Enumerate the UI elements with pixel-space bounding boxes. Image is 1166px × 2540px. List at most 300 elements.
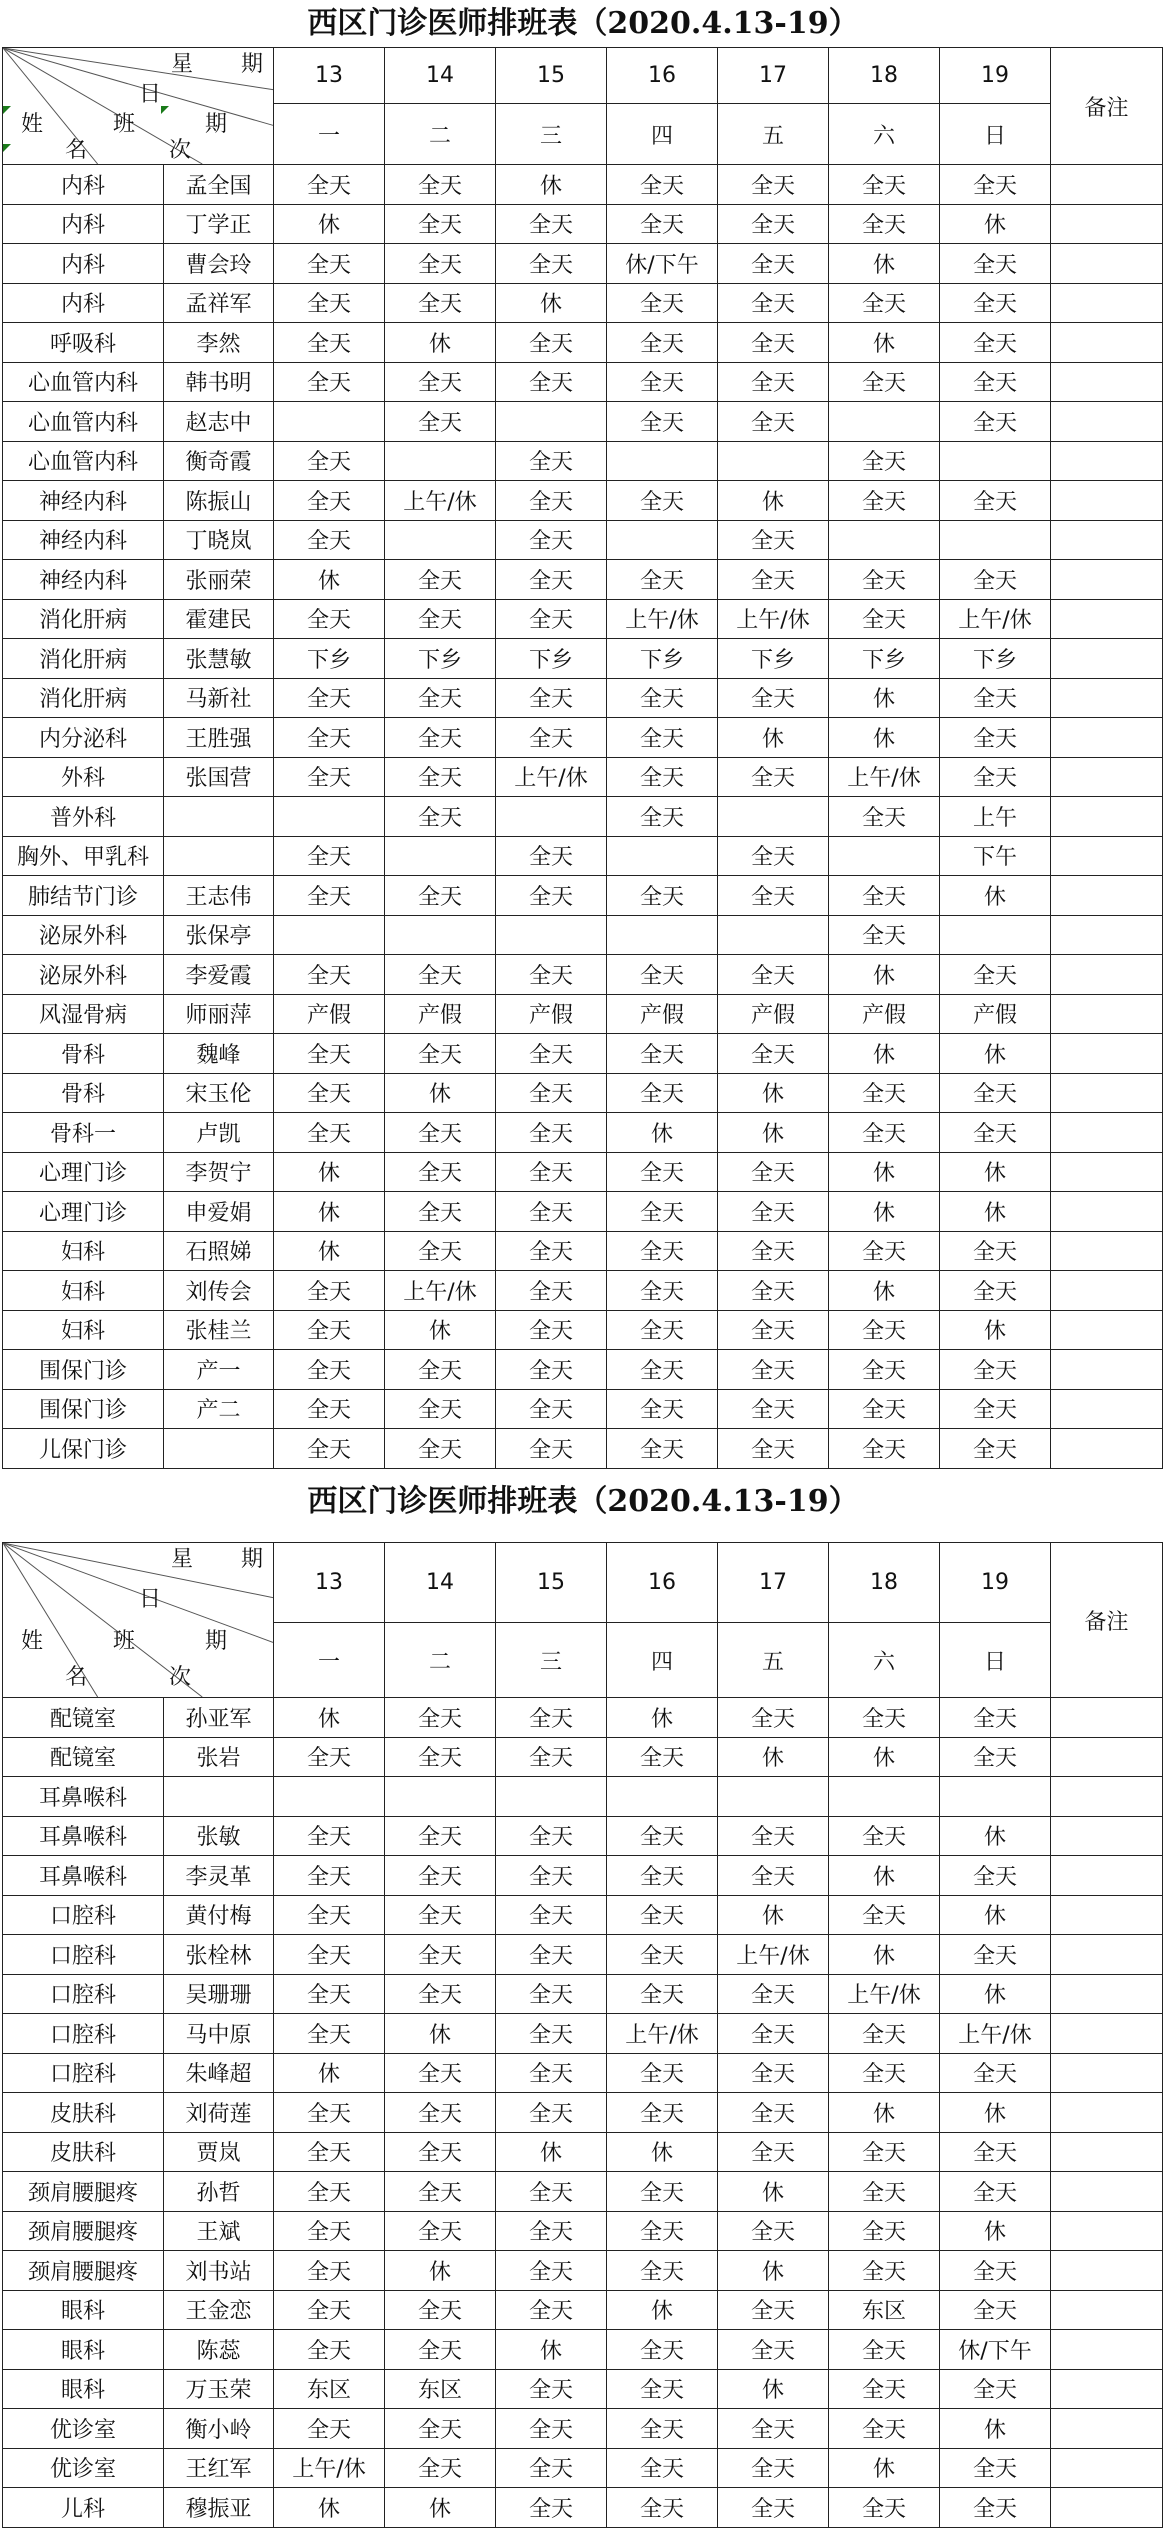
shift-cell: 全天 — [607, 2369, 718, 2409]
notes-cell — [1051, 481, 1163, 521]
shift-cell: 全天 — [718, 1310, 829, 1350]
table-row — [3, 204, 1163, 244]
corner-label-given: 名 — [65, 138, 88, 163]
notes-cell — [1051, 1192, 1163, 1232]
dept-cell: 肺结节门诊 — [3, 876, 164, 916]
notes-cell — [1051, 1895, 1163, 1935]
shift-cell: 全天 — [829, 915, 940, 955]
shift-cell: 全天 — [496, 1034, 607, 1074]
table-row — [3, 244, 1163, 284]
shift-cell: 休 — [829, 1271, 940, 1311]
shift-cell: 全天 — [385, 797, 496, 837]
dept-cell: 优诊室 — [3, 2409, 164, 2449]
shift-cell: 全天 — [274, 1350, 385, 1390]
shift-cell: 全天 — [718, 1350, 829, 1390]
shift-cell — [829, 402, 940, 442]
dept-cell: 胸外、甲乳科 — [3, 836, 164, 876]
shift-cell: 全天 — [274, 2330, 385, 2370]
doctor-name-cell: 张慧敏 — [164, 639, 274, 679]
shift-cell: 全天 — [829, 441, 940, 481]
date-cell: 19 — [940, 48, 1051, 104]
doctor-name-cell: 卢凯 — [164, 1113, 274, 1153]
shift-cell: 东区 — [274, 2369, 385, 2409]
shift-cell: 全天 — [607, 2093, 718, 2133]
shift-cell: 休 — [718, 1895, 829, 1935]
shift-cell: 全天 — [607, 1034, 718, 1074]
dept-cell: 妇科 — [3, 1231, 164, 1271]
shift-cell: 全天 — [718, 1974, 829, 2014]
shift-cell — [385, 836, 496, 876]
shift-cell: 全天 — [496, 1350, 607, 1390]
dept-cell: 心理门诊 — [3, 1192, 164, 1232]
shift-cell: 下乡 — [496, 639, 607, 679]
shift-cell: 全天 — [274, 1737, 385, 1777]
shift-cell: 全天 — [607, 1895, 718, 1935]
notes-cell — [1051, 1856, 1163, 1896]
shift-cell: 下午 — [940, 836, 1051, 876]
doctor-name-cell: 李贺宁 — [164, 1152, 274, 1192]
table-row — [3, 678, 1163, 718]
table-row — [3, 2093, 1163, 2133]
dept-cell: 耳鼻喉科 — [3, 1777, 164, 1817]
shift-cell: 全天 — [385, 2132, 496, 2172]
dept-cell: 消化肝病 — [3, 678, 164, 718]
shift-cell: 全天 — [496, 718, 607, 758]
shift-cell: 全天 — [829, 1350, 940, 1390]
dept-cell: 消化肝病 — [3, 599, 164, 639]
shift-cell: 全天 — [496, 2251, 607, 2291]
shift-cell: 全天 — [607, 955, 718, 995]
date-cell: 15 — [496, 48, 607, 104]
shift-cell: 休/下午 — [940, 2330, 1051, 2370]
shift-cell: 全天 — [274, 323, 385, 363]
shift-cell: 全天 — [274, 757, 385, 797]
corner-label-period: 期 — [205, 1629, 228, 1654]
shift-cell: 全天 — [385, 757, 496, 797]
shift-cell — [274, 1777, 385, 1817]
shift-cell: 全天 — [718, 1698, 829, 1738]
dept-cell: 颈肩腰腿疼 — [3, 2251, 164, 2291]
shift-cell: 全天 — [829, 1231, 940, 1271]
shift-cell: 全天 — [496, 1895, 607, 1935]
notes-cell — [1051, 2211, 1163, 2251]
shift-cell — [940, 915, 1051, 955]
shift-cell: 全天 — [718, 2093, 829, 2133]
table-row — [3, 639, 1163, 679]
shift-cell: 全天 — [496, 2211, 607, 2251]
notes-cell — [1051, 718, 1163, 758]
weekday-cell: 五 — [718, 1623, 829, 1698]
doctor-name-cell: 陈振山 — [164, 481, 274, 521]
shift-cell: 下乡 — [385, 639, 496, 679]
weekday-cell: 六 — [829, 104, 940, 165]
table-row — [3, 1816, 1163, 1856]
shift-cell: 休 — [274, 1192, 385, 1232]
shift-cell: 全天 — [718, 836, 829, 876]
shift-cell: 休 — [607, 2132, 718, 2172]
shift-cell: 全天 — [607, 362, 718, 402]
shift-cell: 全天 — [385, 560, 496, 600]
notes-cell — [1051, 1231, 1163, 1271]
shift-cell: 上午/休 — [940, 599, 1051, 639]
doctor-name-cell: 李灵革 — [164, 1856, 274, 1896]
table-row — [3, 1231, 1163, 1271]
shift-cell: 全天 — [940, 2369, 1051, 2409]
shift-cell: 全天 — [940, 955, 1051, 995]
green-marker-icon — [3, 144, 11, 152]
notes-cell — [1051, 1073, 1163, 1113]
doctor-name-cell: 黄付梅 — [164, 1895, 274, 1935]
notes-cell — [1051, 560, 1163, 600]
shift-cell: 全天 — [385, 1113, 496, 1153]
dept-cell: 配镜室 — [3, 1737, 164, 1777]
dept-cell: 神经内科 — [3, 481, 164, 521]
shift-cell: 全天 — [829, 2132, 940, 2172]
shift-cell: 休 — [829, 718, 940, 758]
shift-cell: 全天 — [829, 283, 940, 323]
doctor-name-cell: 衡奇霞 — [164, 441, 274, 481]
shift-cell: 休 — [940, 1974, 1051, 2014]
notes-cell — [1051, 2014, 1163, 2054]
shift-cell: 全天 — [385, 1350, 496, 1390]
notes-cell — [1051, 1113, 1163, 1153]
weekday-cell: 五 — [718, 104, 829, 165]
shift-cell — [829, 836, 940, 876]
notes-cell — [1051, 244, 1163, 284]
shift-cell: 全天 — [829, 2409, 940, 2449]
shift-cell: 全天 — [385, 1895, 496, 1935]
table-row — [3, 2251, 1163, 2291]
notes-cell — [1051, 402, 1163, 442]
shift-cell: 全天 — [385, 244, 496, 284]
table-row — [3, 1856, 1163, 1896]
notes-cell — [1051, 1816, 1163, 1856]
doctor-name-cell: 李然 — [164, 323, 274, 363]
shift-cell: 全天 — [274, 1271, 385, 1311]
shift-cell: 全天 — [496, 1737, 607, 1777]
date-cell: 18 — [829, 48, 940, 104]
table-row — [3, 1429, 1163, 1469]
shift-cell: 休 — [940, 2093, 1051, 2133]
table-row — [3, 2369, 1163, 2409]
doctor-name-cell: 孙亚军 — [164, 1698, 274, 1738]
shift-cell: 全天 — [940, 678, 1051, 718]
shift-cell: 全天 — [274, 1935, 385, 1975]
dept-cell: 口腔科 — [3, 2053, 164, 2093]
doctor-name-cell: 张国营 — [164, 757, 274, 797]
shift-cell: 全天 — [274, 955, 385, 995]
doctor-name-cell: 霍建民 — [164, 599, 274, 639]
shift-cell: 全天 — [385, 2330, 496, 2370]
shift-cell: 全天 — [274, 876, 385, 916]
shift-cell — [274, 797, 385, 837]
doctor-name-cell: 朱峰超 — [164, 2053, 274, 2093]
corner-label-period: 期 — [205, 112, 228, 137]
table-row — [3, 1310, 1163, 1350]
shift-cell: 上午/休 — [385, 481, 496, 521]
shift-cell — [385, 1777, 496, 1817]
header-diagonal-lines — [3, 1543, 273, 1697]
shift-cell: 全天 — [940, 481, 1051, 521]
shift-cell: 休 — [829, 1737, 940, 1777]
shift-cell: 全天 — [274, 362, 385, 402]
shift-cell: 全天 — [274, 1429, 385, 1469]
shift-cell: 全天 — [496, 599, 607, 639]
shift-cell: 全天 — [496, 2053, 607, 2093]
shift-cell: 休 — [829, 1152, 940, 1192]
shift-cell: 下乡 — [829, 639, 940, 679]
shift-cell: 全天 — [607, 1192, 718, 1232]
table-row — [3, 1152, 1163, 1192]
table-row — [3, 560, 1163, 600]
dept-cell: 妇科 — [3, 1310, 164, 1350]
shift-cell: 全天 — [718, 2290, 829, 2330]
doctor-name-cell: 刘荷莲 — [164, 2093, 274, 2133]
notes-cell — [1051, 836, 1163, 876]
doctor-name-cell: 张栓林 — [164, 1935, 274, 1975]
shift-cell: 全天 — [718, 2014, 829, 2054]
table-row — [3, 323, 1163, 363]
shift-cell: 全天 — [496, 362, 607, 402]
shift-cell: 休 — [940, 2211, 1051, 2251]
shift-cell: 全天 — [496, 481, 607, 521]
dept-cell: 心血管内科 — [3, 362, 164, 402]
shift-cell — [274, 915, 385, 955]
shift-cell: 全天 — [385, 718, 496, 758]
notes-cell — [1051, 915, 1163, 955]
shift-cell: 全天 — [274, 2290, 385, 2330]
shift-cell: 全天 — [940, 2172, 1051, 2212]
shift-cell: 上午/休 — [607, 599, 718, 639]
shift-cell: 全天 — [274, 1856, 385, 1896]
dept-cell: 骨科一 — [3, 1113, 164, 1153]
shift-cell: 休 — [274, 560, 385, 600]
corner-label-week: 期 — [241, 52, 264, 77]
shift-cell: 全天 — [829, 1816, 940, 1856]
corner-label-given: 名 — [65, 1665, 88, 1690]
shift-cell: 全天 — [607, 283, 718, 323]
table-row — [3, 2290, 1163, 2330]
doctor-name-cell: 张敏 — [164, 1816, 274, 1856]
shift-cell: 全天 — [274, 441, 385, 481]
dept-cell: 妇科 — [3, 1271, 164, 1311]
doctor-name-cell — [164, 1777, 274, 1817]
shift-cell: 上午/休 — [385, 1271, 496, 1311]
shift-cell: 全天 — [940, 323, 1051, 363]
shift-cell: 全天 — [496, 441, 607, 481]
table-row — [3, 1737, 1163, 1777]
shift-cell: 休 — [385, 323, 496, 363]
notes-cell — [1051, 955, 1163, 995]
doctor-name-cell — [164, 1429, 274, 1469]
shift-cell: 全天 — [829, 1389, 940, 1429]
shift-cell: 全天 — [718, 362, 829, 402]
shift-cell: 全天 — [940, 283, 1051, 323]
shift-cell: 休 — [718, 718, 829, 758]
date-cell: 14 — [385, 1543, 496, 1623]
shift-cell: 休 — [829, 2093, 940, 2133]
shift-cell: 全天 — [829, 1073, 940, 1113]
notes-cell — [1051, 599, 1163, 639]
shift-cell: 全天 — [718, 757, 829, 797]
weekday-cell: 一 — [274, 1623, 385, 1698]
shift-cell: 全天 — [385, 1737, 496, 1777]
shift-cell: 全天 — [274, 2014, 385, 2054]
notes-cell — [1051, 1034, 1163, 1074]
shift-cell: 全天 — [274, 718, 385, 758]
shift-cell: 全天 — [385, 1389, 496, 1429]
table-row — [3, 1192, 1163, 1232]
shift-cell — [496, 1777, 607, 1817]
table-title: 西区门诊医师排班表（2020.4.13-19） — [307, 1484, 859, 1519]
shift-cell: 休 — [274, 2053, 385, 2093]
shift-cell — [718, 441, 829, 481]
shift-cell: 产假 — [718, 994, 829, 1034]
shift-cell: 全天 — [607, 718, 718, 758]
shift-cell: 全天 — [496, 1073, 607, 1113]
shift-cell: 全天 — [385, 362, 496, 402]
shift-cell: 全天 — [496, 2290, 607, 2330]
shift-cell: 全天 — [718, 2409, 829, 2449]
weekday-cell: 四 — [607, 104, 718, 165]
shift-cell: 全天 — [718, 1389, 829, 1429]
notes-cell — [1051, 1152, 1163, 1192]
shift-cell: 全天 — [385, 1034, 496, 1074]
notes-cell — [1051, 757, 1163, 797]
shift-cell: 休 — [829, 1192, 940, 1232]
table-title: 西区门诊医师排班表（2020.4.13-19） — [307, 6, 859, 41]
notes-cell — [1051, 1935, 1163, 1975]
shift-cell: 全天 — [607, 2488, 718, 2528]
shift-cell — [385, 520, 496, 560]
shift-cell: 休 — [940, 1816, 1051, 1856]
shift-cell: 全天 — [496, 876, 607, 916]
shift-cell: 全天 — [940, 1429, 1051, 1469]
shift-cell: 全天 — [607, 1073, 718, 1113]
shift-cell: 休 — [274, 2488, 385, 2528]
shift-cell: 全天 — [274, 2251, 385, 2291]
shift-cell: 休 — [385, 2488, 496, 2528]
doctor-name-cell: 王胜强 — [164, 718, 274, 758]
notes-cell — [1051, 323, 1163, 363]
shift-cell — [829, 520, 940, 560]
table-row — [3, 2409, 1163, 2449]
table-row — [3, 1034, 1163, 1074]
shift-cell: 全天 — [718, 678, 829, 718]
schedule-section-2 — [0, 1478, 1166, 2540]
shift-cell: 休 — [718, 2251, 829, 2291]
corner-label-star: 星 — [171, 1547, 194, 1572]
shift-cell: 东区 — [829, 2290, 940, 2330]
shift-cell: 全天 — [718, 1856, 829, 1896]
dept-cell: 眼科 — [3, 2330, 164, 2370]
shift-cell — [607, 441, 718, 481]
shift-cell: 全天 — [829, 1698, 940, 1738]
notes-cell — [1051, 2488, 1163, 2528]
shift-cell: 全天 — [940, 165, 1051, 205]
dept-cell: 口腔科 — [3, 1895, 164, 1935]
shift-cell: 全天 — [496, 2014, 607, 2054]
notes-cell — [1051, 2290, 1163, 2330]
shift-cell — [607, 836, 718, 876]
date-cell: 17 — [718, 1543, 829, 1623]
shift-cell — [607, 520, 718, 560]
table-row — [3, 2132, 1163, 2172]
shift-cell: 全天 — [829, 797, 940, 837]
shift-cell: 全天 — [496, 836, 607, 876]
shift-cell: 全天 — [829, 2488, 940, 2528]
shift-cell: 全天 — [718, 2053, 829, 2093]
table-row — [3, 520, 1163, 560]
shift-cell: 全天 — [718, 1271, 829, 1311]
shift-cell: 全天 — [829, 1310, 940, 1350]
shift-cell: 产假 — [829, 994, 940, 1034]
shift-cell: 全天 — [607, 2448, 718, 2488]
shift-cell: 全天 — [607, 2409, 718, 2449]
table-row — [3, 441, 1163, 481]
notes-cell — [1051, 1777, 1163, 1817]
shift-cell: 全天 — [385, 1816, 496, 1856]
notes-cell — [1051, 1350, 1163, 1390]
shift-cell: 全天 — [607, 204, 718, 244]
shift-cell: 全天 — [274, 520, 385, 560]
shift-cell: 全天 — [718, 204, 829, 244]
dept-cell: 内科 — [3, 204, 164, 244]
shift-cell: 全天 — [385, 1192, 496, 1232]
doctor-name-cell: 孟祥军 — [164, 283, 274, 323]
shift-cell: 休 — [940, 204, 1051, 244]
dept-cell: 眼科 — [3, 2290, 164, 2330]
shift-cell: 全天 — [385, 2290, 496, 2330]
shift-cell: 休 — [829, 323, 940, 363]
shift-cell: 全天 — [496, 2409, 607, 2449]
doctor-name-cell: 石照娣 — [164, 1231, 274, 1271]
shift-cell: 全天 — [496, 2172, 607, 2212]
shift-cell: 东区 — [385, 2369, 496, 2409]
shift-cell: 全天 — [274, 1113, 385, 1153]
shift-cell: 下乡 — [718, 639, 829, 679]
doctor-name-cell: 曹会玲 — [164, 244, 274, 284]
shift-cell: 全天 — [940, 2448, 1051, 2488]
shift-cell: 全天 — [829, 1895, 940, 1935]
shift-cell: 全天 — [385, 876, 496, 916]
table-row — [3, 1777, 1163, 1817]
shift-cell: 全天 — [607, 1974, 718, 2014]
dept-cell: 皮肤科 — [3, 2093, 164, 2133]
notes-cell — [1051, 2448, 1163, 2488]
dept-cell: 内分泌科 — [3, 718, 164, 758]
shift-cell: 全天 — [718, 165, 829, 205]
shift-cell: 全天 — [718, 1816, 829, 1856]
shift-cell: 休 — [496, 283, 607, 323]
shift-cell: 全天 — [718, 560, 829, 600]
shift-cell: 全天 — [940, 2132, 1051, 2172]
shift-cell: 全天 — [829, 876, 940, 916]
doctor-name-cell: 马新社 — [164, 678, 274, 718]
notes-cell — [1051, 1974, 1163, 2014]
table-row — [3, 1073, 1163, 1113]
dept-cell: 呼吸科 — [3, 323, 164, 363]
dept-cell: 内科 — [3, 165, 164, 205]
table-row — [3, 1271, 1163, 1311]
shift-cell: 全天 — [274, 1073, 385, 1113]
shift-cell: 上午/休 — [274, 2448, 385, 2488]
notes-cell — [1051, 1698, 1163, 1738]
shift-cell — [940, 441, 1051, 481]
dept-cell: 内科 — [3, 283, 164, 323]
shift-cell: 全天 — [496, 560, 607, 600]
notes-cell — [1051, 2330, 1163, 2370]
